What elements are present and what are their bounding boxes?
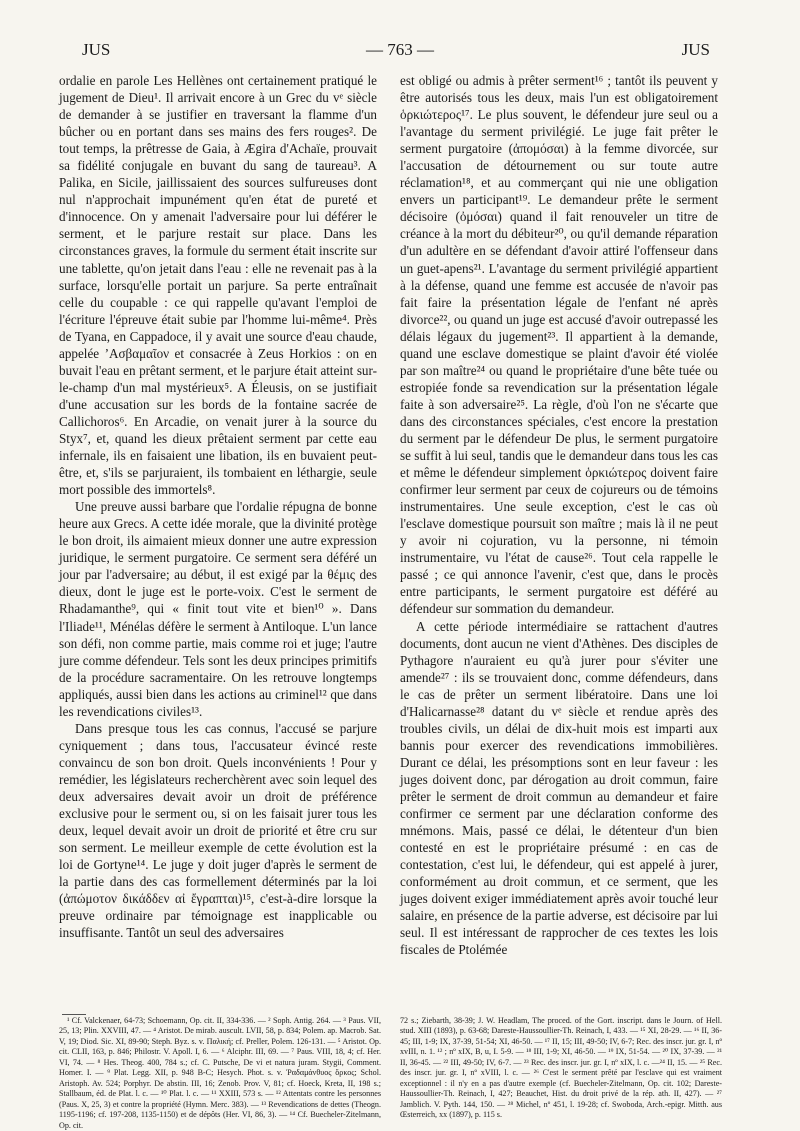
- paragraph: A cette période intermédiaire se rattachent d'autres documents, dont aucun ne vient d'Athènes. Des disciples de Pythagore n'auraient eu qu'à jurer pour s'éviter une amende²⁷ : ils se trouvaient donc, comme défendeurs, dans le cas de prêter un serment libératoire. Dans une loi d'Halicarnasse²⁸ datant du vᵉ siècle et rendue après des troubles civils, un délai de dix-huit mois est imparti aux bannis pour exercer des revendications immobilières. Durant ce délai, les présomptions sont en leur faveur : les juges doivent donc, par dérogation au droit commun, faire prêter le serment de droit commun au demandeur et faire confirmer ce serment par une déclaration conforme des mnémons. Mais, passé ce délai, le détenteur d'un bien contesté en est le propriétaire présumé : en cas de contestation, c'est lui, le défendeur, qui est appelé à jurer, conformément au droit commun, et ce serment, que les juges doivent exiger immédiatement après avoir touché leur salaire, en présence de la partie adverse, est décisoire par lui seul. Il est intéressant de rapprocher de ces textes les lois fiscales de Ptolémée: [400, 618, 718, 958]
- page-number: — 763 —: [366, 40, 434, 59]
- paragraph: est obligé ou admis à prêter serment¹⁶ ; tantôt ils peuvent y être autorisés tous les deux, mais l'un est obligatoirement ὁρκιώτερος¹⁷. Le plus souvent, le défendeur jure seul ou a l'avantage du serment privilégié. Le juge fait prêter le serment purgatoire (ἀπομόσαι) à la femme divorcée, sur l'accusation de détournement ou sur toute autre réclamation¹⁸, et au commerçant qui nie une obligation envers un participant¹⁹. Le demandeur prête le serment décisoire (ὀμόσαι) quand il fait renouveler un titre de créance à la mort du débiteur²⁰, ou qu'il demande réparation d'un adultère en se défendant d'avoir attiré l'offenseur dans un guet-apens²¹. L'avantage du serment privilégié appartient à la défense, quand une femme est accusée de n'avoir pas fait faire la présentation légale de l'enfant né après divorce²², ou quand un juge est accusé d'avoir outrepassé les délais légaux du jugement²³. Il appartient à la demande, quand une esclave domestique se plaint d'avoir été violée par son maître²⁴ ou quand le propriétaire d'une bête tuée ou estropiée fonde sa revendication sur la présentation légale faite à son adversaire²⁵. La règle, d'où l'on ne s'écarte que dans des circonstances spéciales, c'est encore la prestation du serment par le défendeur De plus, le serment purgatoire se suffit à lui seul, tandis que le demandeur dans tous les cas et même le défendeur simplement ὁρκιώτερος doivent faire confirmer leur serment par ceux de cojureurs ou de témoins instrumentaires. Une seule exception, c'est le cas où l'esclave domestique poursuit son maître ; mais là il ne peut y avoir ni cojuration, vu la personne, ni témoin instrumentaire, vu l'état de cause²⁶. Tout cela rappelle le passé ; ce qui annonce l'avenir, c'est que, dans le procès entre participants, le serment purgatoire est déféré au défendeur sur sommation du demandeur.: [400, 73, 718, 617]
- paragraph: ordalie en parole Les Hellènes ont certainement pratiqué le jugement de Dieu¹. Il arrivait encore à un Grec du vᵉ siècle de demander à se justifier en traversant la flamme d'un bûcher ou en portant dans ses mains des fers rouges². De tout temps, la prêtresse de Gaia, à Ægira d'Achaïe, prouvait sa fidélité conjugale en buvant du sang de taureau³. A Palika, en Sicile, jaillissaient des sources sulfureuses dont nul n'approchait impunément qu'en état de pureté et d'innocence. On y amenait l'adversaire pour lui déférer le serment, et le parjure restait sur place. Dans les circonstances graves, la formule du serment était inscrite sur une tablette, qu'on jetait dans l'eau : elle ne revenait pas à la surface, lorsqu'elle portait un parjure. Sa perte entraînait celle du coupable : ce qui rappelle qu'avant l'emploi de l'écriture l'épreuve était subie par l'homme lui-même⁴. Près de Tyana, en Cappadoce, il y avait une source d'eau chaude, appelée ʼΑσβαμαῖον et consacrée à Zeus Horkios : on en buvait l'eau en prêtant serment, et le parjure était atteint sur-le-champ d'un mal mystérieux⁵. A Éleusis, on se justifiait d'une accusation sur les bords de la fontaine sacrée de Callichoros⁶. En Arcadie, on venait jurer à la source du Styx⁷, et, quand les dieux prêtaient serment par cette eau infernale, ils en faisaient une libation, ils en buvaient peut-être, et, s'ils se parjuraient, ils tombaient en léthargie, seule mort possible des immortels⁸.: [59, 73, 377, 498]
- footnotes-right: [400, 1016, 722, 1121]
- footnote-block: 72 s.; Ziebarth, 38-39; J. W. Headlam, The proced. of the Gort. inscript. dans le Journ. of Hell. stud. XIII (1893), p. 63-68; Dareste-Haussoullier-Th. Reinach, I, 433. — ¹⁵ XI, 28-29. — ¹⁶ II, 36-45; III, 1-9; IX, 37-39, 51-54; XI, 46-50. — ¹⁷ II, 15; III, 49-50; IV, 6-7; Rec. des inscr. jur. gr. I, nº xvIII, n. 1. ¹² ; nº xIX, B, u, I. 5-9. — ¹⁸ III, 1-9; XI, 46-50. — ¹⁹ IX, 51-54. — ²⁰ IX, 37-39. — ²¹ II, 36-45. — ²² III, 49-50; IV, 6-7. — ²³ Rec. des inscr. jur. gr. I, nº xIX, l. c. —²⁴ II, 15. — ²⁵ Rec. des inscr. jur. gr. I, nº xVIII, l. c. — ²⁶ C'est le serment prêté par l'esclave qui est vraiment exceptionnel : il n'y en a pas d'autre exemple (cf. Buecheler-Zitelmann, Op. cit. 102; Dareste-Haussoullier-Th. Reinach, I, 427; Beauchet, Hist. du droit privé de la rép. ath. II, 427). — ²⁷ Jamblich. V. Pyth. 144, 150. — ²⁸ Michel, nº 451, l. 19-28; cf. Swoboda, Arch.-epigr. Mitth. aus Œsterreich, xx (1897), p. 115 s.: [400, 1016, 722, 1120]
- paragraph: Dans presque tous les cas connus, l'accusé se parjure cyniquement ; dans tous, l'accusateur évincé reste convaincu de son bon droit. Quels inconvénients ! Pour y remédier, les législateurs recherchèrent avec soin lequel des deux adversaires devait avoir un droit de préférence exclusive pour le serment ou, si on les faisait jurer tous les deux, lequel devait avoir un droit de priorité et être cru sur son serment. Le meilleur exemple de cette évolution est la loi de Gortyne¹⁴. Le juge y doit juger d'après le serment de la partie dans des cas formellement déterminés par la loi (ἀπώμοτον δικάδδεν αἰ ἔγραπται)¹⁵, c'est-à-dire lorsque la preuve ordinaire par témoignage est inapplicable ou insuffisante. Tantôt un seul des adversaires: [59, 720, 377, 941]
- header-left-word: JUS: [82, 40, 111, 59]
- paragraph: Une preuve aussi barbare que l'ordalie répugna de bonne heure aux Grecs. A cette idée morale, que la divinité protège le bon droit, ils aimaient mieux donner une autre expression juridique, le serment purgatoire. Ce serment sera déféré un jour par l'adversaire; au début, il est exigé par la θέμις des dieux, dont le juge est le porte-voix. C'est le serment de Rhadamanthe⁹, qui « finit tout vite et bien¹⁰ ». Dans l'Iliade¹¹, Ménélas défère le serment à Antiloque. L'un lance son défi, non comme partie, mais comme roi et juge; l'autre jure comme défendeur. Tels sont les deux principes primitifs de la procédure sacramentaire. On les retrouve longtemps appliqués, aussi bien dans les actions au criminel¹² que dans les revendications civiles¹³.: [59, 499, 377, 719]
- header-right-word: JUS: [681, 40, 710, 59]
- footnote-block: ¹ Cf. Valckenaer, 64-73; Schoemann, Op. cit. II, 334-336. — ² Soph. Antig. 264. — ³ Paus. VII, 25, 13; Plin. XXVIII, 47. — ⁴ Aristot. De mirab. auscult. LVII, 58, p. 834; Polem. ap. Macrob. Sat. V, 19; Diod. Sic. XI, 89-90; Steph. Byz. s. v. Παλική; cf. Preller, Polem. 126-131. — ⁵ Aristot. Op. cit. CLII, 163, p. 846; Philostr. V. Apoll. I, 6. — ⁶ Alciphr. III, 69. — ⁷ Paus. VIII, 18, 4; cf. Her. VI, 74. — ⁸ Hes. Theog. 400, 784 s.; cf. C. Putsche, De vi et natura juram. Stygii, Comment. Homer. I. — ⁹ Plat. Legg. XII, p. 948 B-C; Hesych. Phot. s. v. Ῥαδαμάνθυος ὅρκος; Schol. Aristoph. Av. 524; Porphyr. De abstin. III, 16; Zenob. Prov. V, 81; cf. Hoeck, Kreta, II, 198 s.; Stallbaum, éd. de Plat. l. c. — ¹⁰ Plat. l. c. — ¹¹ XXIII, 573 s. — ¹² Attentats contre les personnes (Paus. X, 25, 3) et contre la propriété (Hymn. Merc. 383). — ¹³ Revendications de dettes (Theogn. 1195-1196; cf. 197-208, 1135-1150) et de dépôts (Her. VI, 86, 3). — ¹⁴ Cf. Buecheler-Zitelmann, Op. cit.: [59, 1016, 381, 1130]
- running-header: [70, 40, 730, 66]
- footnote-rule: [62, 1014, 86, 1015]
- footnotes-left: [59, 1016, 381, 1131]
- right-text-column: [400, 72, 718, 958]
- left-text-column: [59, 72, 377, 941]
